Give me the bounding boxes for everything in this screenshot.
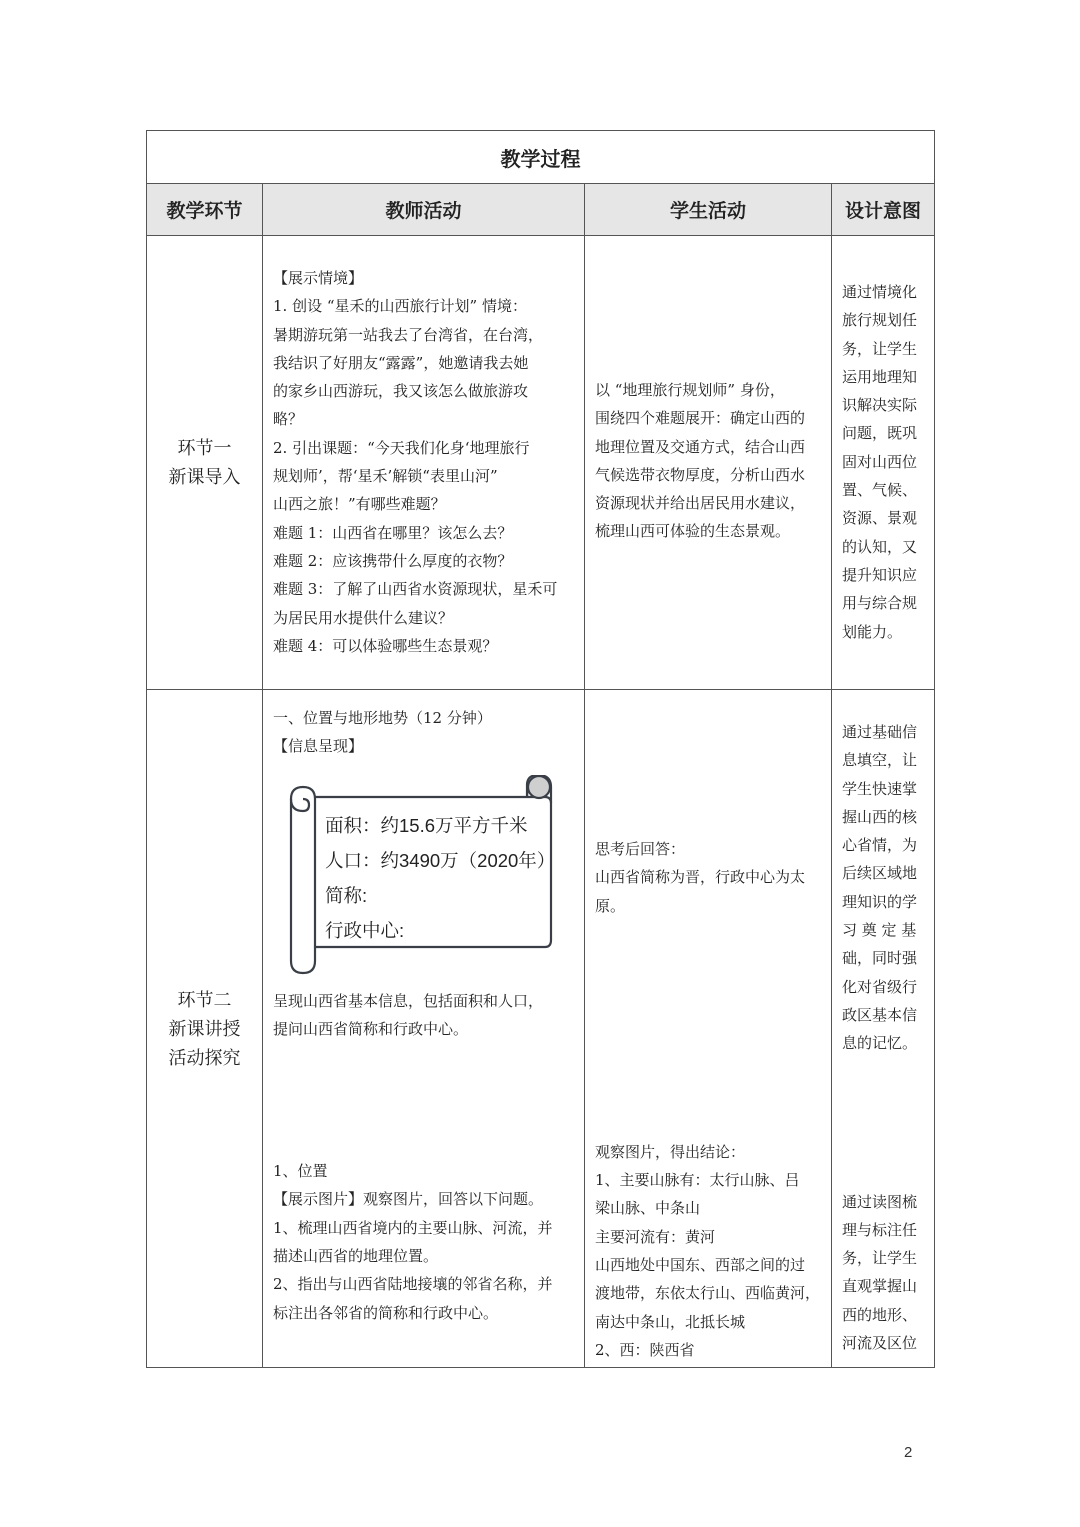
text-line: 主要河流有：黄河 [595,1227,716,1246]
text-line: 山西之旅！”有哪些难题？ [273,495,446,514]
text-line: 【信息呈现】 [273,737,364,756]
text-line: 南达中条山，北抵长城 [595,1312,746,1331]
text-line: 1. 创设 “星禾的山西旅行计划” 情境： [273,297,527,316]
text-line: 旅行规划任 [842,311,918,330]
scroll-text [325,808,555,948]
header-stage: 教学环节 [147,184,263,236]
text-line: 描述山西省的地理位置。 [273,1247,439,1266]
text-line: 的认知，又 [842,537,918,556]
design-intent [832,236,935,690]
header-intent: 设计意图 [832,184,935,236]
text-line: 2、西：陕西省 [595,1340,695,1359]
text-line: 略？ [273,410,304,429]
text-line: 的家乡山西游玩，我又该怎么做旅游攻 [273,382,529,401]
text-line: 识解决实际 [842,396,918,415]
text-line: 运用地理知 [842,367,918,386]
text-line: 原。 [595,896,626,915]
text-line: 地理位置及交通方式，结合山西 [595,437,806,456]
text-line: 础，同时强 [842,949,918,968]
student-activity [585,236,832,690]
table-row [147,236,935,690]
text-line: 息填空，让 [842,751,918,770]
info-scroll [275,775,575,975]
text-line: 通过读图梳 [842,1192,918,1211]
text-line: 【展示图片】观察图片，回答以下问题。 [273,1190,544,1209]
text-line: 以 “地理旅行规划师” 身份， [595,381,785,399]
text-line: 梁山脉、中条山 [595,1199,701,1218]
text-line: 西的地形、 [842,1305,918,1324]
text-line: 1、主要山脉有：太行山脉、吕 [595,1171,800,1190]
text-line: 习 奠 定 基 [842,921,917,940]
text-line: 难题 4：可以体验哪些生态景观？ [273,636,498,655]
scroll-line-abbr: 简称: [325,884,368,906]
text-line: 2. 引出课题：“今天我们化身‘地理旅行 [273,438,530,457]
text-line: 难题 3：了解了山西省水资源现状，星禾可 [273,580,558,599]
scroll-line-area: 面积：约15.6万平方千米 [325,814,528,836]
text-line: 资源现状并给出居民用水建议， [595,494,806,513]
teacher-activity [263,690,585,1368]
text-line: 务，让学生 [842,339,918,358]
text-line: 2、指出与山西省陆地接壤的邻省名称，并 [273,1275,553,1294]
text-line: 后续区域地 [842,864,918,883]
text-line: 难题 2：应该携带什么厚度的衣物？ [273,551,513,570]
text-line: 理知识的学 [842,892,918,911]
table-title: 教学过程 [147,131,935,184]
stage-cell [147,690,263,1368]
table-row [147,690,935,1368]
stage-cell [147,236,263,690]
text-line: 心省情，为 [842,836,918,855]
teacher-activity [263,236,585,690]
text-line: 呈现山西省基本信息，包括面积和人口， [273,991,544,1010]
text-line: 提升知识应 [842,565,918,584]
student-activity [585,690,832,1368]
scroll-line-population: 人口：约3490万（2020年） [325,849,556,871]
design-intent [832,690,935,1368]
text-line: 直观掌握山 [842,1277,918,1296]
text-line: 【展示情境】 [273,269,364,287]
text-line: 观察图片，得出结论： [595,1142,746,1161]
text-line: 理与标注任 [842,1220,918,1239]
text-line: 围绕四个难题展开：确定山西的 [595,409,806,428]
text-line: 政区基本信 [842,1005,918,1024]
text-line: 山西省简称为晋，行政中心为太 [595,868,806,887]
text-line: 为居民用水提供什么建议？ [273,608,454,627]
text-line: 山西地处中国东、西部之间的过 [595,1256,806,1275]
stage-line: 新课讲授 [168,1019,241,1040]
text-line: 置、气候、 [842,481,918,500]
text-line: 河流及区位 [842,1334,918,1353]
text-line: 息的记忆。 [842,1034,918,1053]
header-student: 学生活动 [585,184,832,236]
text-line: 资源、景观 [842,509,918,528]
text-line: 梳理山西可体验的生态景观。 [595,522,791,541]
text-line: 气候选带衣物厚度，分析山西水 [595,465,806,484]
text-line: 我结识了好朋友“露露”，她邀请我去她 [273,353,529,372]
scroll-line-capital: 行政中心: [325,919,405,941]
text-line: 划能力。 [842,622,903,641]
text-line: 通过基础信 [842,723,918,741]
stage-line: 环节二 [177,990,232,1011]
text-line: 标注出各邻省的简称和行政中心。 [273,1303,499,1322]
text-line: 规划师’，帮‘星禾’解锁“表里山河” [273,467,498,486]
text-line: 渡地带，东依太行山、西临黄河， [595,1284,821,1303]
text-line: 1、位置 [273,1162,328,1181]
text-line: 化对省级行 [842,977,918,996]
header-teacher: 教师活动 [263,184,585,236]
text-line: 固对山西位 [842,452,918,471]
page-number: 2 [904,1444,913,1461]
text-line: 一、位置与地形地势（12 分钟） [273,709,492,727]
text-line: 暑期游玩第一站我去了台湾省，在台湾， [273,325,544,344]
text-line: 务，让学生 [842,1249,918,1268]
teaching-process-table [146,130,935,1368]
stage-line: 新课导入 [168,466,241,488]
text-line: 握山西的核 [842,807,918,826]
text-line: 思考后回答： [595,840,686,858]
text-line: 提问山西省简称和行政中心。 [273,1019,469,1038]
stage-line: 环节一 [177,437,232,459]
text-line: 难题 1：山西省在哪里？该怎么去？ [273,523,513,542]
text-line: 用与综合规 [842,594,918,613]
text-line: 1、梳理山西省境内的主要山脉、河流，并 [273,1218,553,1237]
text-line: 问题，既巩 [842,424,918,443]
text-line: 通过情境化 [842,283,918,301]
stage-line: 活动探究 [168,1048,241,1069]
text-line: 学生快速掌 [842,779,918,798]
